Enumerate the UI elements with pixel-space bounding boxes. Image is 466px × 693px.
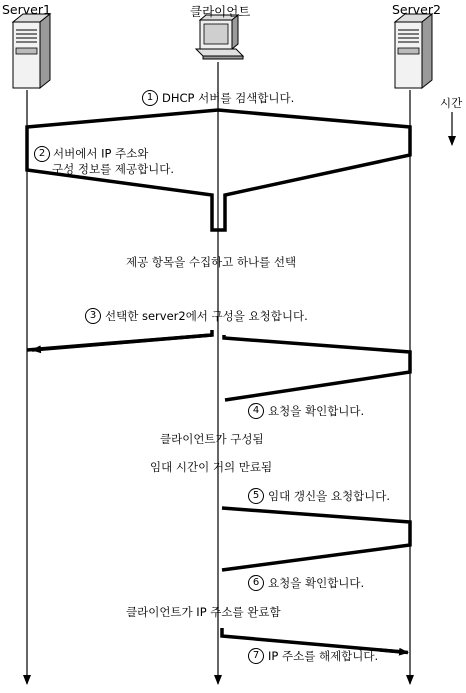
step-number: 2 — [34, 146, 50, 162]
step-text-line2: 구성 정보를 제공합니다. — [52, 162, 175, 176]
step-1 — [142, 90, 294, 106]
step-text: 요청을 확인합니다. — [268, 404, 365, 418]
step-text: DHCP 서버를 검색합니다. — [162, 91, 295, 105]
step-number: 1 — [142, 90, 158, 106]
step-text: IP 주소를 해제합니다. — [268, 649, 379, 663]
step-5 — [248, 488, 390, 504]
server2-header: Server2 — [392, 2, 441, 17]
step-number: 3 — [85, 308, 101, 324]
client-computer-icon — [196, 15, 243, 59]
step-number: 5 — [248, 488, 264, 504]
note-collect: 제공 항목을 수집하고 하나를 선택 — [126, 255, 297, 269]
note-lease-expiring: 임대 시간이 거의 만료됨 — [150, 460, 273, 474]
step-text: 임대 갱신을 요청합니다. — [268, 489, 391, 503]
renew-band — [222, 508, 410, 570]
step-number: 4 — [248, 403, 264, 419]
step-number: 7 — [248, 648, 264, 664]
step-2 — [34, 146, 174, 177]
step-text: 선택한 server2에서 구성을 요청합니다. — [105, 309, 308, 323]
time-label: 시간 — [440, 96, 463, 110]
server2-icon — [395, 14, 432, 88]
server1-icon — [13, 14, 50, 88]
release-arrow — [380, 650, 408, 653]
step-4 — [248, 403, 364, 419]
step-number: 6 — [248, 575, 264, 591]
server1-header: Server1 — [2, 2, 51, 17]
step-6 — [248, 575, 364, 591]
step-text: 요청을 확인합니다. — [268, 576, 365, 590]
request-server1-arrow — [32, 335, 212, 350]
client-header: 클라이언트 — [190, 4, 251, 19]
note-configured: 클라이언트가 구성됨 — [160, 432, 264, 446]
note-ip-done: 클라이언트가 IP 주소를 완료함 — [126, 605, 281, 619]
step-3 — [85, 308, 308, 324]
step-text-line1: 서버에서 IP 주소와 — [53, 146, 149, 161]
step-7 — [248, 648, 378, 664]
